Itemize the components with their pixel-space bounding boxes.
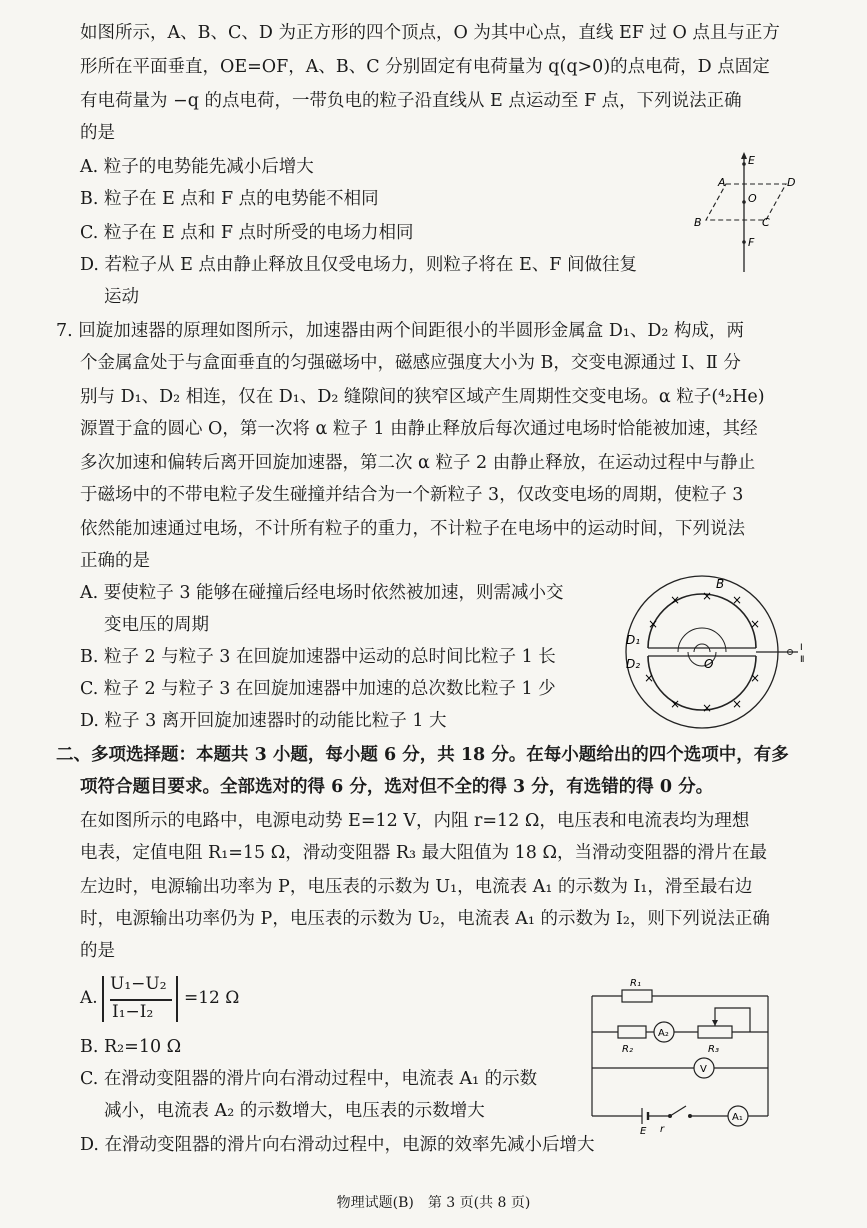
- page-footer: 物理试题(B) 第 3 页(共 8 页): [336, 1195, 531, 1211]
- q7-line-6: 于磁场中的不带电粒子发生碰撞并结合为一个新粒子 3，仅改变电场的周期，使粒子 3: [80, 485, 744, 505]
- q7-option-c: C. 粒子 2 与粒子 3 在回旋加速器中加速的总次数比粒子 1 少: [80, 679, 556, 699]
- x-mark: ×: [648, 617, 659, 631]
- label-f: F: [748, 236, 755, 249]
- label-r3: R₃: [708, 1044, 719, 1055]
- section-2-heading: 二、多项选择题：本题共 3 小题，每小题 6 分，共 18 分。在每小题给出的四个选项中，有多: [56, 745, 789, 765]
- q8-line-1: 在如图所示的电路中，电源电动势 E=12 V，内阻 r=12 Ω，电压表和电流表均为理想: [80, 811, 750, 831]
- label-internal-r: r: [660, 1124, 665, 1134]
- q6-line-4: 的是: [80, 123, 115, 143]
- q7-line-2: 个金属盒处于与盒面垂直的匀强磁场中，磁感应强度大小为 B，交变电源通过 Ⅰ、Ⅱ 分: [80, 353, 741, 373]
- q8-option-a-prefix: A.: [80, 988, 98, 1008]
- label-terminal-2: Ⅱ: [800, 655, 805, 665]
- label-o-center: O: [704, 657, 714, 671]
- cyclotron-figure: [618, 570, 818, 735]
- x-mark: ×: [732, 697, 743, 711]
- q7-option-d: D. 粒子 3 离开回旋加速器时的动能比粒子 1 大: [80, 711, 447, 731]
- q8-line-5: 的是: [80, 941, 115, 961]
- x-mark: ×: [750, 617, 761, 631]
- label-d2: D₂: [626, 657, 641, 671]
- x-mark: ×: [670, 593, 681, 607]
- label-r1: R₁: [630, 978, 641, 989]
- q7-line-7: 依然能加速通过电场，不计所有粒子的重力，不计粒子在电场中的运动时间，下列说法: [80, 519, 745, 539]
- circuit-figure: [582, 968, 802, 1134]
- x-mark: ×: [670, 697, 681, 711]
- q7-line-8: 正确的是: [80, 551, 150, 571]
- label-v: V: [700, 1064, 707, 1075]
- x-mark: ×: [732, 593, 743, 607]
- q6-square-figure: [690, 150, 800, 275]
- label-a1: A₁: [732, 1112, 743, 1123]
- q8-line-4: 时，电源输出功率仍为 P，电压表的示数为 U₂，电流表 A₁ 的示数为 I₂，则下列说法正确: [80, 909, 770, 929]
- q8-line-3: 左边时，电源输出功率为 P，电压表的示数为 U₁，电流表 A₁ 的示数为 I₁，滑至最右边: [80, 877, 753, 897]
- x-mark: ×: [702, 589, 713, 603]
- label-e: E: [748, 154, 755, 167]
- label-emf: E: [640, 1126, 647, 1134]
- q7-option-a-cont: 变电压的周期: [104, 615, 209, 635]
- q8-line-2: 电表，定值电阻 R₁=15 Ω，滑动变阻器 R₃ 最大阻值为 18 Ω，当滑动变阻器的滑片在最: [80, 843, 767, 863]
- x-mark: ×: [702, 701, 713, 715]
- q8-option-c: C. 在滑动变阻器的滑片向右滑动过程中，电流表 A₁ 的示数: [80, 1069, 538, 1089]
- q6-option-d-cont: 运动: [104, 287, 139, 307]
- q8-option-c-cont: 减小，电流表 A₂ 的示数增大，电压表的示数增大: [104, 1101, 485, 1121]
- label-b: B: [694, 216, 702, 229]
- q6-option-b: B. 粒子在 E 点和 F 点的电势能不相同: [80, 189, 379, 209]
- q7-line-5: 多次加速和偏转后离开回旋加速器，第二次 α 粒子 2 由静止释放，在运动过程中与静止: [80, 453, 756, 473]
- q7-line-3: 别与 D₁、D₂ 相连，仅在 D₁、D₂ 缝隙间的狭窄区域产生周期性交变电场。α 粒子(⁴₂He): [80, 387, 765, 407]
- label-a: A: [718, 176, 726, 189]
- q7-line-1: 7. 回旋加速器的原理如图所示，加速器由两个间距很小的半圆形金属盒 D₁、D₂ 构成，两: [56, 321, 744, 341]
- label-o: O: [748, 192, 757, 205]
- label-d: D: [787, 176, 796, 189]
- label-c: C: [762, 216, 770, 229]
- x-mark: ×: [644, 671, 655, 685]
- q8-option-b: B. R₂=10 Ω: [80, 1037, 182, 1057]
- q8-option-d: D. 在滑动变阻器的滑片向右滑动过程中，电源的效率先减小后增大: [80, 1135, 595, 1155]
- fraction-numerator: U₁−U₂: [110, 974, 167, 994]
- q6-line-3: 有电荷量为 −q 的点电荷，一带负电的粒子沿直线从 E 点运动至 F 点，下列说法正确: [80, 91, 742, 111]
- x-mark: ×: [750, 671, 761, 685]
- label-d1: D₁: [626, 633, 641, 647]
- q6-line-2: 形所在平面垂直，OE=OF，A、B、C 分别固定有电荷量为 q(q>0)的点电荷，D 点固定: [80, 57, 770, 77]
- q8-option-a-value: =12 Ω: [184, 988, 240, 1008]
- q6-line-1: 如图所示，A、B、C、D 为正方形的四个顶点，O 为其中心点，直线 EF 过 O 点且与正方: [80, 23, 780, 43]
- label-r2: R₂: [622, 1044, 633, 1055]
- label-b-field: B: [716, 577, 725, 591]
- fraction-denominator: I₁−I₂: [112, 1002, 154, 1022]
- section-2-heading-cont: 项符合题目要求。全部选对的得 6 分，选对但不全的得 3 分，有选错的得 0 分。: [80, 777, 714, 797]
- q6-option-a: A. 粒子的电势能先减小后增大: [80, 157, 314, 177]
- q7-option-b: B. 粒子 2 与粒子 3 在回旋加速器中运动的总时间比粒子 1 长: [80, 647, 556, 667]
- label-terminal-1: Ⅰ: [800, 643, 803, 653]
- q7-line-4: 源置于盒的圆心 O，第一次将 α 粒子 1 由静止释放后每次通过电场时恰能被加速，其经: [80, 419, 758, 439]
- q6-option-c: C. 粒子在 E 点和 F 点时所受的电场力相同: [80, 223, 414, 243]
- label-a2: A₂: [658, 1028, 669, 1039]
- q7-option-a: A. 要使粒子 3 能够在碰撞后经电场时依然被加速，则需减小交: [80, 583, 564, 603]
- q8-option-a: [80, 972, 280, 1026]
- q6-option-d: D. 若粒子从 E 点由静止释放且仅受电场力，则粒子将在 E、F 间做往复: [80, 255, 637, 275]
